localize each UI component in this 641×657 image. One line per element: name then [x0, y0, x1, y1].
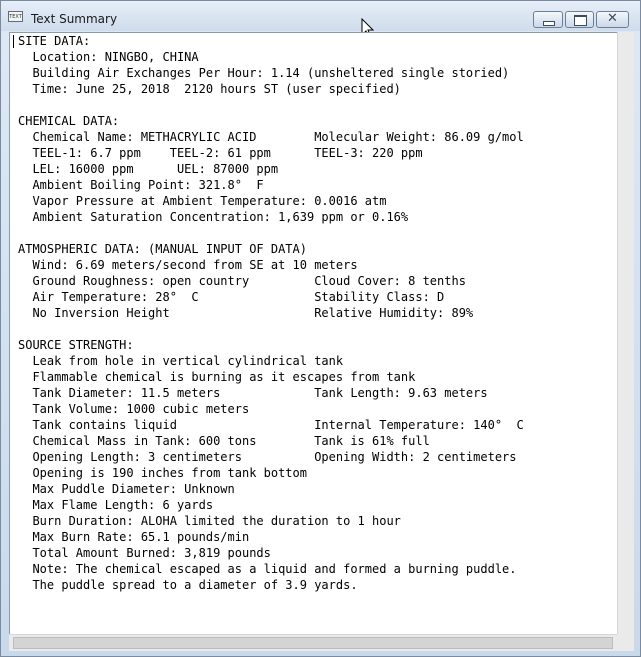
maximize-button[interactable] [565, 11, 594, 28]
summary-line: Location: NINGBO, CHINA [18, 50, 199, 64]
summary-line: Wind: 6.69 meters/second from SE at 10 meters [18, 258, 358, 272]
summary-line: Chemical Name: METHACRYLIC ACID Molecular Weight: 86.09 g/mol [18, 130, 524, 144]
summary-line: Tank Diameter: 11.5 meters Tank Length: 9.63 meters [18, 386, 488, 400]
summary-line: Ambient Saturation Concentration: 1,639 ppm or 0.16% [18, 210, 409, 224]
summary-text [18, 33, 524, 593]
summary-line: No Inversion Height Relative Humidity: 89% [18, 306, 474, 320]
summary-line: ATMOSPHERIC DATA: (MANUAL INPUT OF DATA) [18, 242, 307, 256]
summary-line: Opening is 190 inches from tank bottom [18, 466, 307, 480]
summary-line: Max Puddle Diameter: Unknown [18, 482, 235, 496]
window-title: Text Summary [31, 12, 118, 26]
summary-line [18, 97, 524, 113]
summary-line: Air Temperature: 28° C Stability Class: D [18, 290, 445, 304]
summary-line: Total Amount Burned: 3,819 pounds [18, 546, 271, 560]
summary-line: CHEMICAL DATA: [18, 114, 120, 128]
summary-line: The puddle spread to a diameter of 3.9 yards. [18, 578, 358, 592]
summary-line: Flammable chemical is burning as it escapes from tank [18, 370, 416, 384]
summary-line: Max Flame Length: 6 yards [18, 498, 214, 512]
summary-line: Note: The chemical escaped as a liquid and formed a burning puddle. [18, 562, 517, 576]
summary-line [18, 225, 524, 241]
title-bar[interactable] [1, 1, 640, 31]
summary-line: Ambient Boiling Point: 321.8° F [18, 178, 264, 192]
summary-line: Burn Duration: ALOHA limited the duration to 1 hour [18, 514, 401, 528]
close-icon: ✕ [607, 11, 618, 26]
text-document-icon[interactable]: TEXT [8, 11, 23, 22]
summary-line: Chemical Mass in Tank: 600 tons Tank is 61% full [18, 434, 430, 448]
scrollbar-corner [617, 634, 634, 651]
close-button[interactable] [596, 11, 629, 28]
summary-line: Max Burn Rate: 65.1 pounds/min [18, 530, 250, 544]
summary-line: Leak from hole in vertical cylindrical tank [18, 354, 344, 368]
summary-line: Vapor Pressure at Ambient Temperature: 0.0016 atm [18, 194, 387, 208]
summary-line: Time: June 25, 2018 2120 hours ST (user specified) [18, 82, 401, 96]
summary-line: TEEL-1: 6.7 ppm TEEL-2: 61 ppm TEEL-3: 220 ppm [18, 146, 423, 160]
summary-line: Tank Volume: 1000 cubic meters [18, 402, 250, 416]
text-summary-content[interactable] [9, 32, 617, 634]
maximize-icon [574, 15, 587, 26]
summary-line: SOURCE STRENGTH: [18, 338, 134, 352]
summary-line: LEL: 16000 ppm UEL: 87000 ppm [18, 162, 279, 176]
summary-line [18, 321, 524, 337]
summary-line: SITE DATA: [18, 34, 91, 48]
summary-line: Opening Length: 3 centimeters Opening Width: 2 centimeters [18, 450, 517, 464]
text-caret [13, 35, 14, 48]
summary-line: Building Air Exchanges Per Hour: 1.14 (unsheltered single storied) [18, 66, 510, 80]
summary-line: Ground Roughness: open country Cloud Cover: 8 tenths [18, 274, 466, 288]
vertical-scrollbar[interactable] [617, 32, 634, 634]
minimize-button[interactable] [533, 11, 563, 28]
horizontal-scrollbar[interactable] [9, 634, 617, 651]
summary-line: Tank contains liquid Internal Temperature: 140° C [18, 418, 524, 432]
minimize-icon [543, 21, 555, 26]
horizontal-scrollbar-thumb[interactable] [13, 637, 613, 649]
